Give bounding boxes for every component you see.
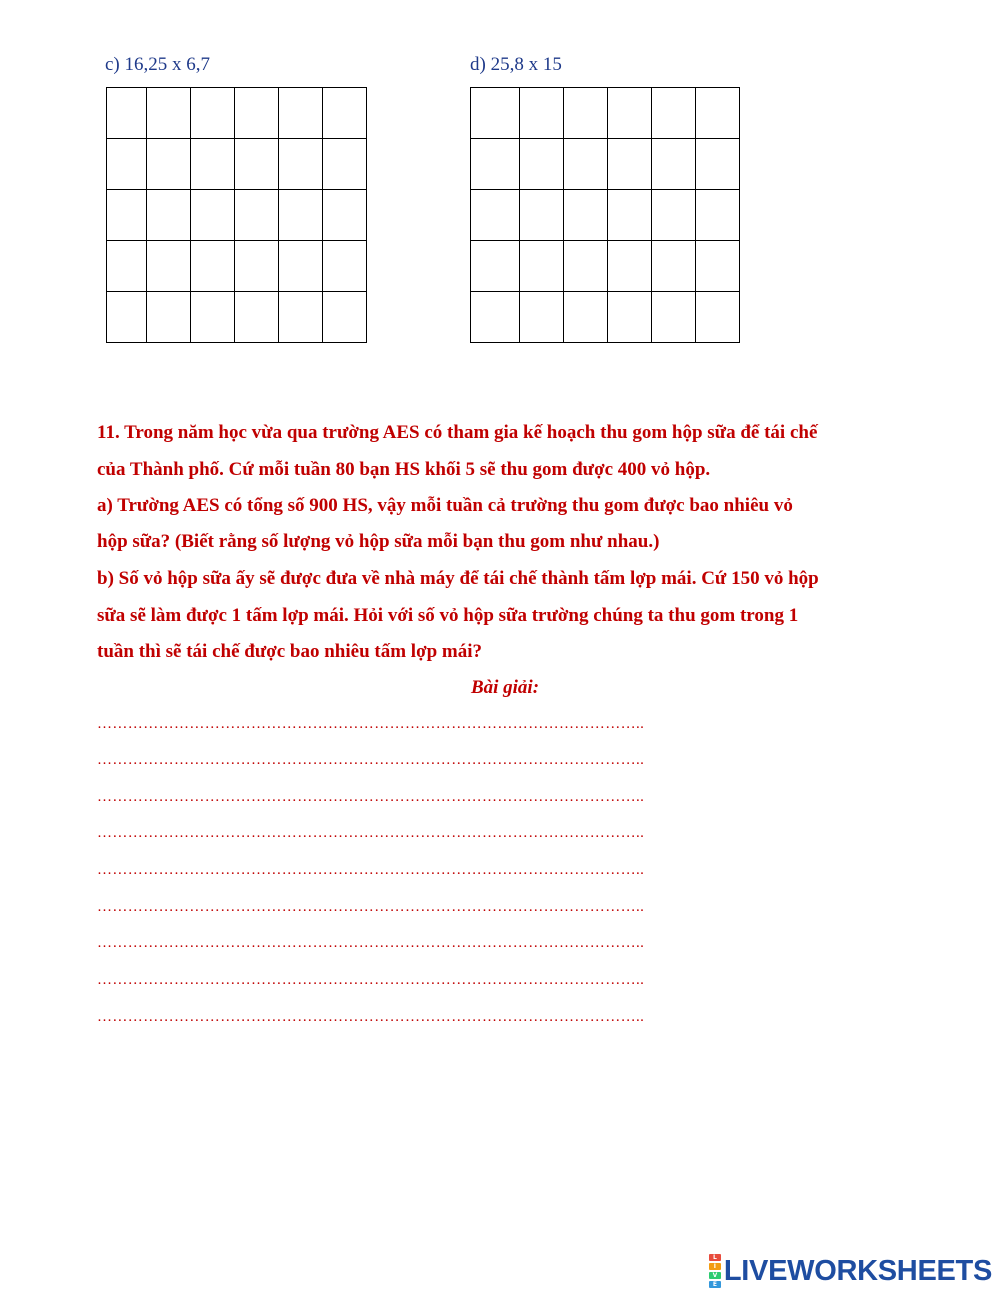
brand-name: LIVEWORKSHEETS <box>723 1254 992 1287</box>
grid-cell[interactable] <box>520 292 564 343</box>
answer-line[interactable]: …………………………………………………………………………………………….. <box>97 789 645 805</box>
liveworksheets-logo-icon <box>709 1253 721 1289</box>
grid-cell[interactable] <box>564 88 608 139</box>
grid-cell[interactable] <box>520 139 564 190</box>
grid-cell[interactable] <box>235 241 279 292</box>
grid-cell[interactable] <box>107 190 147 241</box>
grid-cell[interactable] <box>279 88 323 139</box>
grid-cell[interactable] <box>652 88 696 139</box>
logo-block-icon: L <box>709 1254 721 1261</box>
grid-cell[interactable] <box>191 190 235 241</box>
grid-cell[interactable] <box>652 241 696 292</box>
grid-cell[interactable] <box>279 241 323 292</box>
question-part-a-line: a) Trường AES có tổng số 900 HS, vậy mỗi tuần cả trường thu gom được bao nhiêu vỏ <box>97 495 793 516</box>
grid-cell[interactable] <box>323 241 367 292</box>
grid-cell[interactable] <box>652 292 696 343</box>
grid-cell[interactable] <box>696 292 740 343</box>
question-part-b-line: b) Số vỏ hộp sữa ấy sẽ được đưa về nhà máy để tái chế thành tấm lợp mái. Cứ 150 vỏ hộp <box>97 568 819 589</box>
answer-line[interactable]: …………………………………………………………………………………………….. <box>97 752 645 768</box>
grid-cell[interactable] <box>191 139 235 190</box>
grid-cell[interactable] <box>520 190 564 241</box>
grid-cell[interactable] <box>471 190 520 241</box>
grid-cell[interactable] <box>471 292 520 343</box>
grid-cell[interactable] <box>608 190 652 241</box>
grid-cell[interactable] <box>107 88 147 139</box>
grid-cell[interactable] <box>652 190 696 241</box>
grid-cell[interactable] <box>107 241 147 292</box>
question-part-b-line: sữa sẽ làm được 1 tấm lợp mái. Hỏi với số vỏ hộp sữa trường chúng ta thu gom trong 1 <box>97 605 799 626</box>
answer-line[interactable]: …………………………………………………………………………………………….. <box>97 899 645 915</box>
answer-line[interactable]: …………………………………………………………………………………………….. <box>97 972 645 988</box>
grid-cell[interactable] <box>147 88 191 139</box>
grid-cell[interactable] <box>564 292 608 343</box>
grid-cell[interactable] <box>564 241 608 292</box>
grid-cell[interactable] <box>191 292 235 343</box>
question-part-a-line: hộp sữa? (Biết rằng số lượng vỏ hộp sữa mỗi bạn thu gom như nhau.) <box>97 531 660 552</box>
answer-line[interactable]: …………………………………………………………………………………………….. <box>97 825 645 841</box>
answer-line[interactable]: …………………………………………………………………………………………….. <box>97 716 645 732</box>
grid-cell[interactable] <box>471 241 520 292</box>
grid-cell[interactable] <box>608 88 652 139</box>
answer-line[interactable]: …………………………………………………………………………………………….. <box>97 862 645 878</box>
grid-cell[interactable] <box>107 292 147 343</box>
grid-cell[interactable] <box>608 292 652 343</box>
calculation-grid-d <box>470 87 740 343</box>
grid-cell[interactable] <box>471 139 520 190</box>
grid-cell[interactable] <box>235 88 279 139</box>
problem-c-label: c) 16,25 x 6,7 <box>105 54 211 75</box>
grid-cell[interactable] <box>147 292 191 343</box>
grid-cell[interactable] <box>147 139 191 190</box>
grid-cell[interactable] <box>696 190 740 241</box>
grid-cell[interactable] <box>323 139 367 190</box>
grid-cell[interactable] <box>323 292 367 343</box>
question-part-b-line: tuần thì sẽ tái chế được bao nhiêu tấm lợp mái? <box>97 641 483 662</box>
grid-cell[interactable] <box>608 139 652 190</box>
calculation-grid-c <box>106 87 367 343</box>
grid-cell[interactable] <box>323 88 367 139</box>
grid-cell[interactable] <box>564 139 608 190</box>
grid-cell[interactable] <box>147 190 191 241</box>
grid-cell[interactable] <box>652 139 696 190</box>
logo-block-icon: V <box>709 1272 721 1279</box>
logo-block-icon: I <box>709 1263 721 1270</box>
grid-cell[interactable] <box>107 139 147 190</box>
grid-cell[interactable] <box>696 88 740 139</box>
logo-block-icon: E <box>709 1281 721 1288</box>
grid-cell[interactable] <box>696 139 740 190</box>
grid-cell[interactable] <box>564 190 608 241</box>
solution-heading: Bài giải: <box>470 677 540 698</box>
grid-cell[interactable] <box>279 190 323 241</box>
grid-cell[interactable] <box>191 241 235 292</box>
answer-line[interactable]: …………………………………………………………………………………………….. <box>97 1009 645 1025</box>
grid-cell[interactable] <box>235 190 279 241</box>
answer-line[interactable]: …………………………………………………………………………………………….. <box>97 935 645 951</box>
grid-cell[interactable] <box>520 88 564 139</box>
grid-cell[interactable] <box>147 241 191 292</box>
liveworksheets-logo <box>709 1253 992 1289</box>
question-line: 11. Trong năm học vừa qua trường AES có tham gia kế hoạch thu gom hộp sữa để tái chế <box>97 422 818 443</box>
problem-d-label: d) 25,8 x 15 <box>470 54 562 75</box>
grid-cell[interactable] <box>323 190 367 241</box>
grid-cell[interactable] <box>279 292 323 343</box>
grid-cell[interactable] <box>696 241 740 292</box>
grid-cell[interactable] <box>191 88 235 139</box>
grid-cell[interactable] <box>235 139 279 190</box>
grid-cell[interactable] <box>608 241 652 292</box>
grid-cell[interactable] <box>235 292 279 343</box>
grid-cell[interactable] <box>520 241 564 292</box>
question-line: của Thành phố. Cứ mỗi tuần 80 bạn HS khối 5 sẽ thu gom được 400 vỏ hộp. <box>97 459 711 480</box>
grid-cell[interactable] <box>471 88 520 139</box>
grid-cell[interactable] <box>279 139 323 190</box>
